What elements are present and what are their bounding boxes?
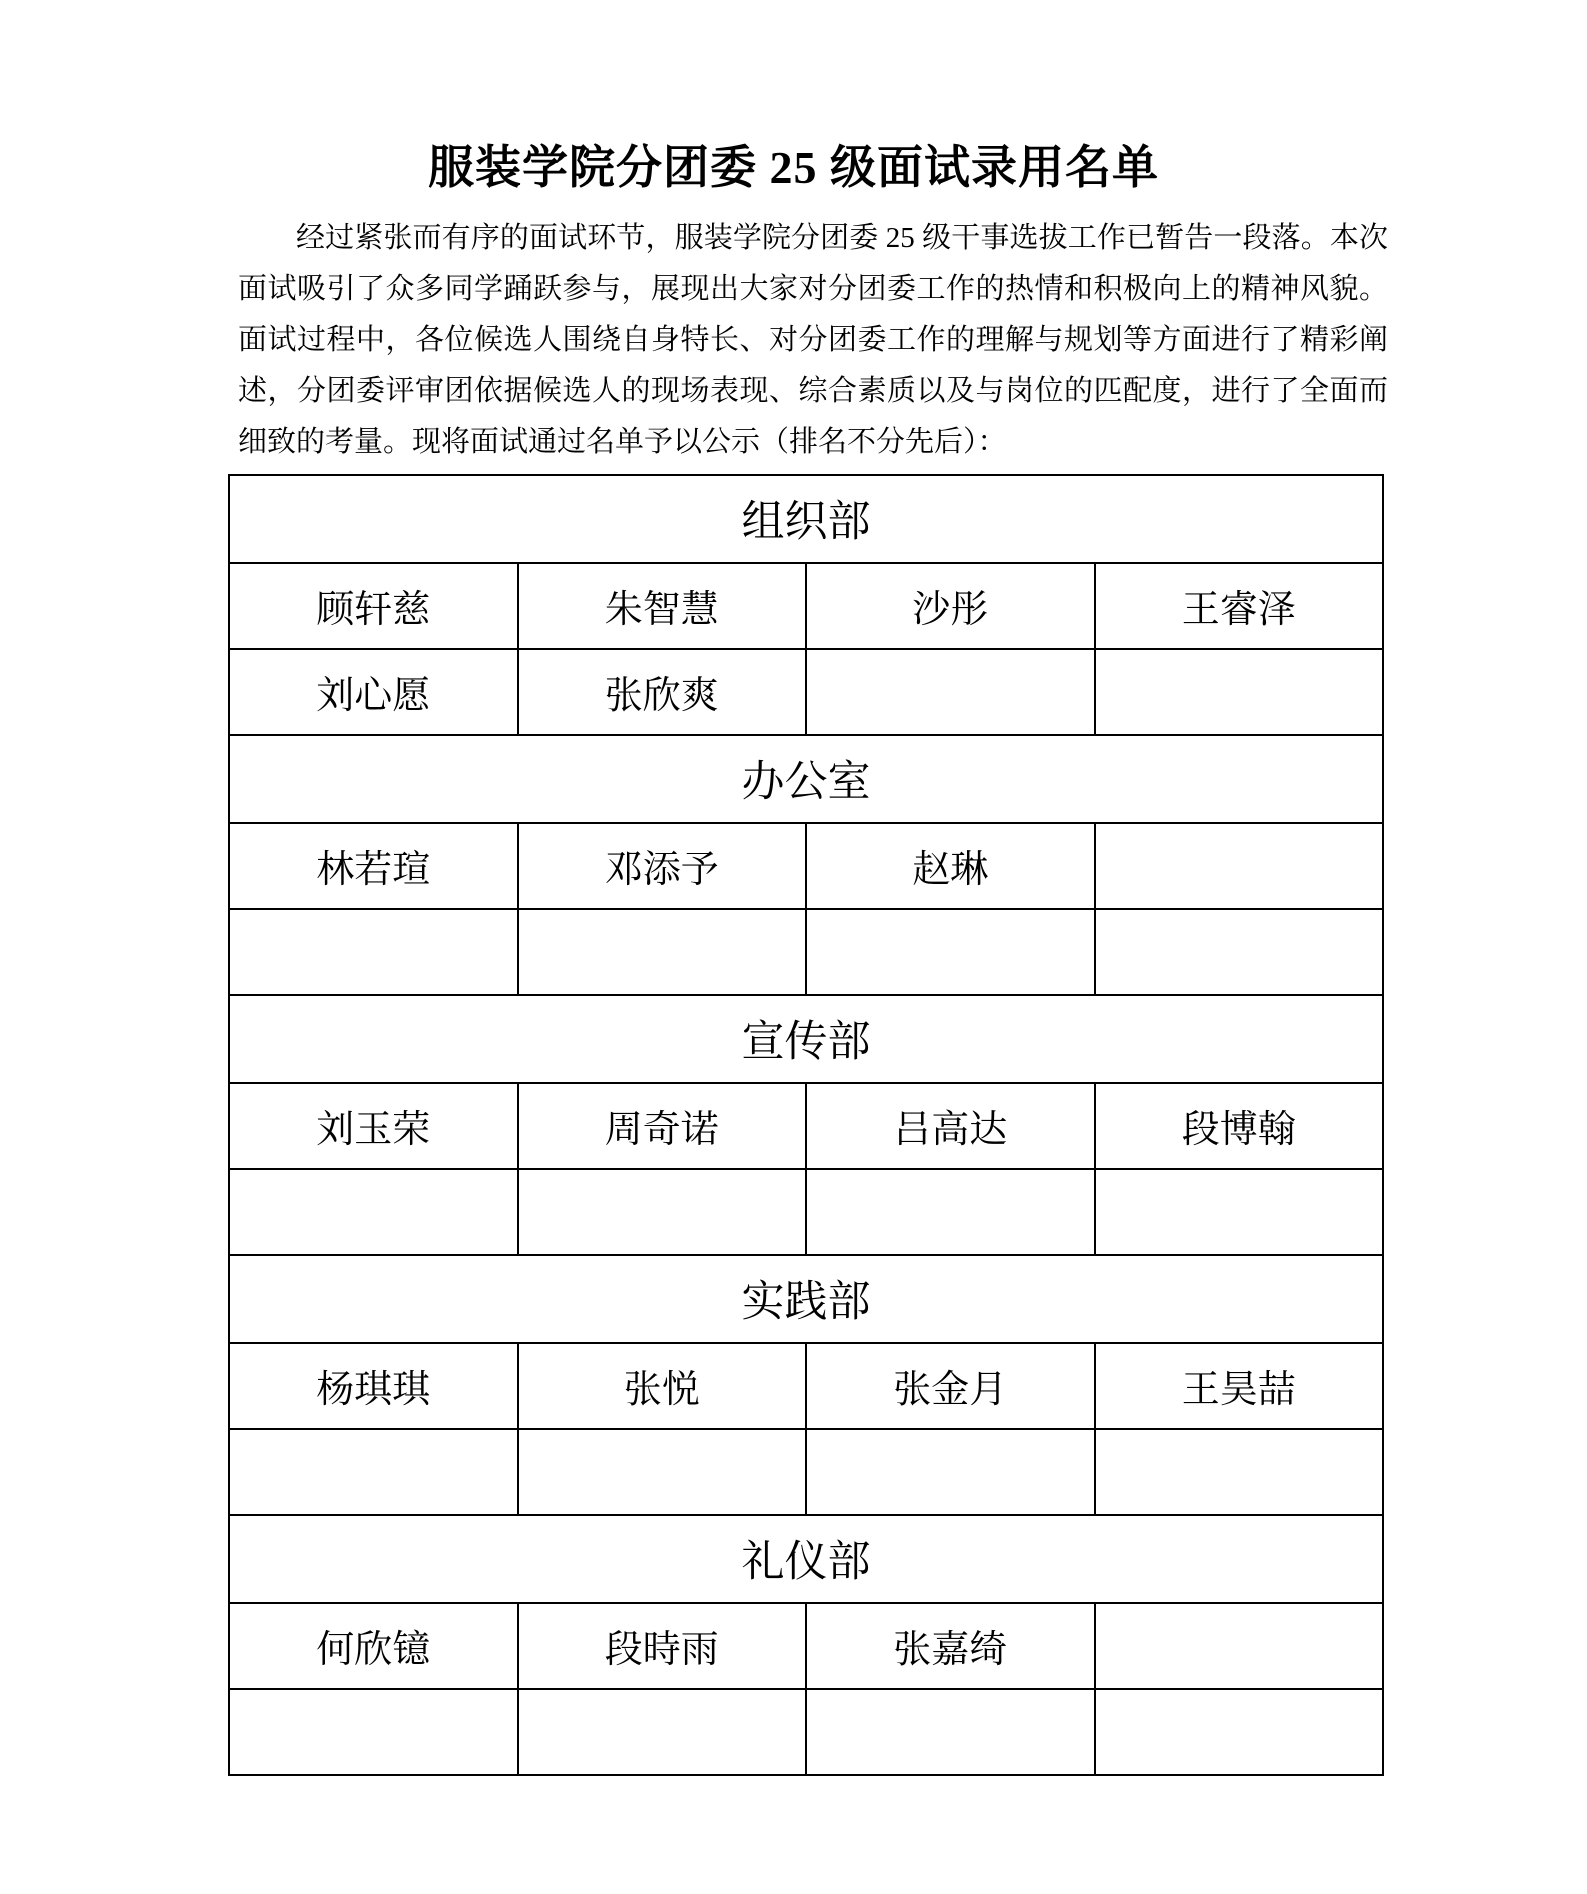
member-row [229,909,1383,995]
section-header-cell: 组织部 [229,475,1383,563]
member-name-cell: 段時雨 [518,1603,807,1689]
member-name-cell: 刘玉荣 [229,1083,518,1169]
member-row [229,649,1383,735]
member-name-cell: 王昊喆 [1095,1343,1384,1429]
member-name-cell: 张悦 [518,1343,807,1429]
member-name-cell: 段博翰 [1095,1083,1384,1169]
member-row [229,563,1383,649]
member-row [229,1429,1383,1515]
member-name-cell: 张欣爽 [518,649,807,735]
empty-cell [806,649,1095,735]
member-name-cell: 林若瑄 [229,823,518,909]
member-name-cell: 沙彤 [806,563,1095,649]
empty-cell [229,909,518,995]
intro-paragraph: 经过紧张而有序的面试环节，服装学院分团委 25 级干事选拔工作已暂告一段落。本次面试吸引了众多同学踊跃参与，展现出大家对分团委工作的热情和积极向上的精神风貌。面试过程中，各位候选人围绕自身特长、对分团委工作的理解与规划等方面进行了精彩阐述，分团委评审团依据候选人的现场表现、综合素质以及与岗位的匹配度，进行了全面而细致的考量。现将面试通过名单予以公示（排名不分先后）： [238,221,1388,458]
member-name-cell: 何欣镱 [229,1603,518,1689]
empty-cell [229,1689,518,1775]
empty-cell [1095,649,1384,735]
member-row [229,1603,1383,1689]
empty-cell [806,1429,1095,1515]
empty-cell [1095,909,1384,995]
empty-cell [1095,1169,1384,1255]
empty-cell [1095,1689,1384,1775]
empty-cell [806,1169,1095,1255]
section-header-cell: 宣传部 [229,995,1383,1083]
member-name-cell: 赵琳 [806,823,1095,909]
section-header-row-4 [229,1515,1383,1603]
member-name-cell: 邓添予 [518,823,807,909]
document-title: 服装学院分团委 25 级面试录用名单 [428,142,1159,193]
member-name-cell: 张嘉绮 [806,1603,1095,1689]
empty-cell [806,1689,1095,1775]
empty-cell [518,909,807,995]
member-row [229,823,1383,909]
member-name-cell: 朱智慧 [518,563,807,649]
member-name-cell: 张金月 [806,1343,1095,1429]
member-name-cell: 杨琪琪 [229,1343,518,1429]
member-name-cell: 王睿泽 [1095,563,1384,649]
empty-cell [518,1689,807,1775]
empty-cell [518,1429,807,1515]
member-row [229,1083,1383,1169]
member-row [229,1343,1383,1429]
empty-cell [1095,1429,1384,1515]
section-header-cell: 礼仪部 [229,1515,1383,1603]
section-header-cell: 办公室 [229,735,1383,823]
section-header-row-0 [229,475,1383,563]
member-name-cell: 周奇诺 [518,1083,807,1169]
member-name-cell: 吕高达 [806,1083,1095,1169]
member-row [229,1169,1383,1255]
roster-table [228,474,1384,1776]
section-header-cell: 实践部 [229,1255,1383,1343]
empty-cell [1095,823,1384,909]
empty-cell [229,1429,518,1515]
member-name-cell: 刘心愿 [229,649,518,735]
member-row [229,1689,1383,1775]
section-header-row-2 [229,995,1383,1083]
empty-cell [518,1169,807,1255]
member-name-cell: 顾轩慈 [229,563,518,649]
section-header-row-3 [229,1255,1383,1343]
empty-cell [806,909,1095,995]
empty-cell [229,1169,518,1255]
roster-table-body [229,475,1383,1775]
empty-cell [1095,1603,1384,1689]
section-header-row-1 [229,735,1383,823]
